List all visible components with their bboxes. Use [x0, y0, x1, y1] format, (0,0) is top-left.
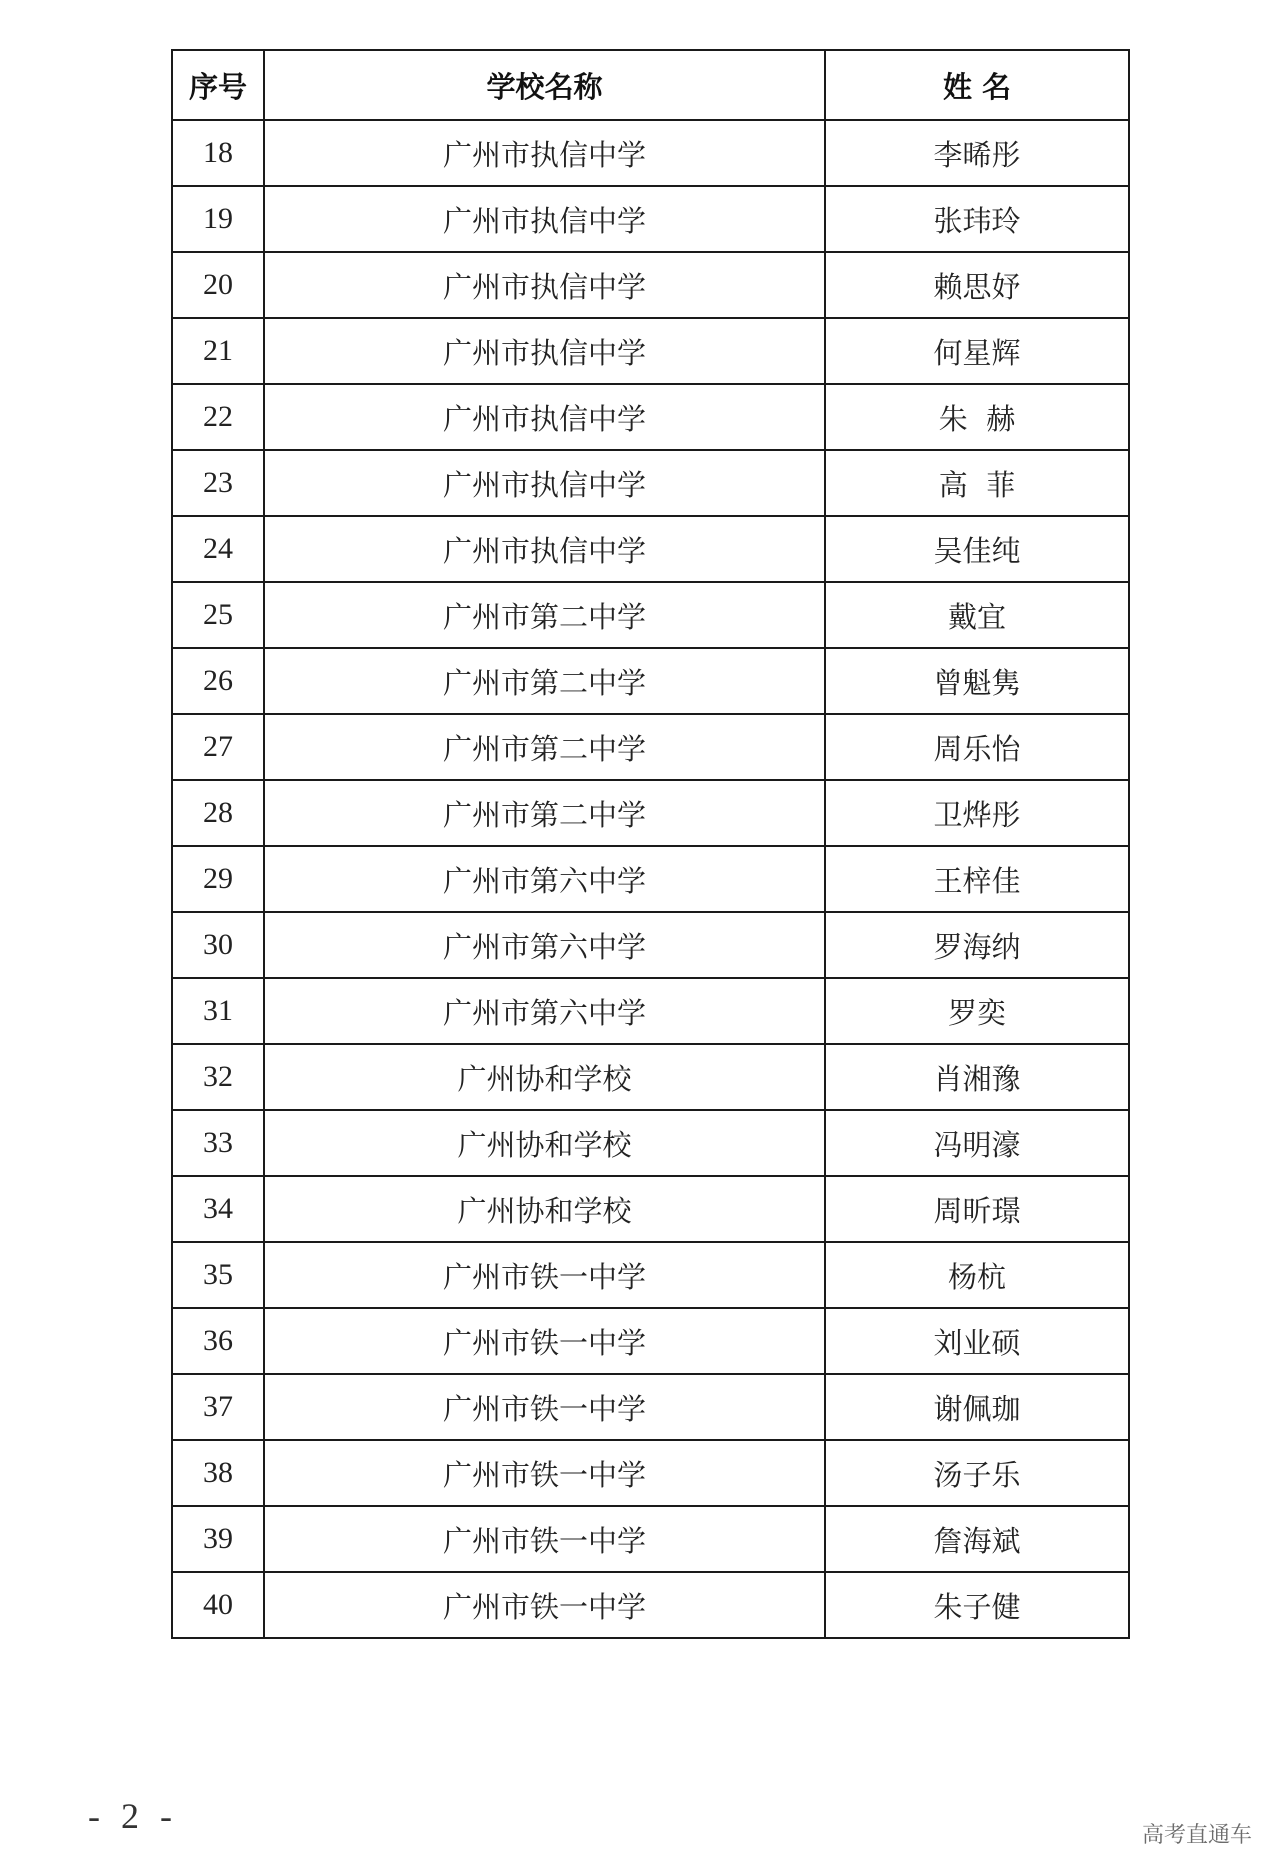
row-student-name: 戴宜 [825, 582, 1129, 648]
row-school: 广州协和学校 [264, 1044, 825, 1110]
row-school: 广州市第二中学 [264, 714, 825, 780]
row-student-name: 刘业硕 [825, 1308, 1129, 1374]
row-number: 29 [172, 846, 264, 912]
table-row [172, 120, 1129, 186]
row-school: 广州市铁一中学 [264, 1242, 825, 1308]
row-student-name: 罗海纳 [825, 912, 1129, 978]
table-row [172, 978, 1129, 1044]
row-school: 广州市第二中学 [264, 648, 825, 714]
row-number: 23 [172, 450, 264, 516]
table-row [172, 252, 1129, 318]
row-number: 33 [172, 1110, 264, 1176]
row-number: 20 [172, 252, 264, 318]
watermark-text: 高考直通车 [1141, 1823, 1252, 1848]
table-row [172, 1440, 1129, 1506]
row-school: 广州市第二中学 [264, 780, 825, 846]
row-student-name: 周昕璟 [825, 1176, 1129, 1242]
row-student-name: 曾魁隽 [825, 648, 1129, 714]
row-number: 32 [172, 1044, 264, 1110]
row-number: 18 [172, 120, 264, 186]
table-row [172, 846, 1129, 912]
table-row [172, 1572, 1129, 1638]
header-number: 序号 [172, 50, 264, 120]
row-school: 广州市铁一中学 [264, 1374, 825, 1440]
row-school: 广州市铁一中学 [264, 1506, 825, 1572]
table-row [172, 780, 1129, 846]
row-school: 广州市执信中学 [264, 450, 825, 516]
row-student-name: 谢佩珈 [825, 1374, 1129, 1440]
table-row [172, 582, 1129, 648]
table-header [172, 50, 1129, 120]
header-row [172, 50, 1129, 120]
table-row [172, 516, 1129, 582]
row-number: 35 [172, 1242, 264, 1308]
row-number: 27 [172, 714, 264, 780]
row-school: 广州市执信中学 [264, 186, 825, 252]
table-body [172, 120, 1129, 1638]
table-row [172, 1242, 1129, 1308]
row-student-name: 吴佳纯 [825, 516, 1129, 582]
table-row [172, 1374, 1129, 1440]
row-school: 广州市铁一中学 [264, 1572, 825, 1638]
row-student-name: 何星辉 [825, 318, 1129, 384]
table-row [172, 450, 1129, 516]
row-student-name: 卫烨彤 [825, 780, 1129, 846]
row-student-name: 冯明濠 [825, 1110, 1129, 1176]
row-student-name: 罗奕 [825, 978, 1129, 1044]
row-student-name: 张玮玲 [825, 186, 1129, 252]
row-student-name: 朱子健 [825, 1572, 1129, 1638]
row-student-name: 杨杭 [825, 1242, 1129, 1308]
header-name: 姓 名 [825, 50, 1129, 120]
student-roster-table [171, 49, 1130, 1639]
table-row [172, 318, 1129, 384]
row-student-name: 朱 赫 [825, 384, 1129, 450]
page-number: - 2 - [88, 1796, 178, 1836]
row-number: 25 [172, 582, 264, 648]
row-student-name: 李晞彤 [825, 120, 1129, 186]
row-school: 广州协和学校 [264, 1176, 825, 1242]
table-row [172, 714, 1129, 780]
row-number: 28 [172, 780, 264, 846]
row-school: 广州市第六中学 [264, 846, 825, 912]
row-number: 36 [172, 1308, 264, 1374]
table-row [172, 648, 1129, 714]
row-number: 30 [172, 912, 264, 978]
row-number: 22 [172, 384, 264, 450]
row-number: 38 [172, 1440, 264, 1506]
table-row [172, 1308, 1129, 1374]
table-row [172, 1044, 1129, 1110]
table-row [172, 186, 1129, 252]
row-school: 广州市执信中学 [264, 120, 825, 186]
row-student-name: 周乐怡 [825, 714, 1129, 780]
row-number: 21 [172, 318, 264, 384]
row-student-name: 詹海斌 [825, 1506, 1129, 1572]
row-number: 26 [172, 648, 264, 714]
row-number: 39 [172, 1506, 264, 1572]
table-row [172, 1176, 1129, 1242]
row-school: 广州市执信中学 [264, 516, 825, 582]
table-row [172, 1506, 1129, 1572]
row-school: 广州协和学校 [264, 1110, 825, 1176]
row-school: 广州市第六中学 [264, 978, 825, 1044]
table-row [172, 1110, 1129, 1176]
row-student-name: 汤子乐 [825, 1440, 1129, 1506]
row-number: 40 [172, 1572, 264, 1638]
header-school: 学校名称 [264, 50, 825, 120]
row-student-name: 肖湘豫 [825, 1044, 1129, 1110]
row-student-name: 王梓佳 [825, 846, 1129, 912]
row-number: 24 [172, 516, 264, 582]
row-student-name: 赖思妤 [825, 252, 1129, 318]
row-school: 广州市执信中学 [264, 252, 825, 318]
row-number: 31 [172, 978, 264, 1044]
row-school: 广州市第二中学 [264, 582, 825, 648]
row-number: 37 [172, 1374, 264, 1440]
row-student-name: 高 菲 [825, 450, 1129, 516]
table-row [172, 384, 1129, 450]
row-school: 广州市第六中学 [264, 912, 825, 978]
row-number: 19 [172, 186, 264, 252]
row-number: 34 [172, 1176, 264, 1242]
row-school: 广州市执信中学 [264, 318, 825, 384]
table-row [172, 912, 1129, 978]
row-school: 广州市执信中学 [264, 384, 825, 450]
row-school: 广州市铁一中学 [264, 1308, 825, 1374]
row-school: 广州市铁一中学 [264, 1440, 825, 1506]
